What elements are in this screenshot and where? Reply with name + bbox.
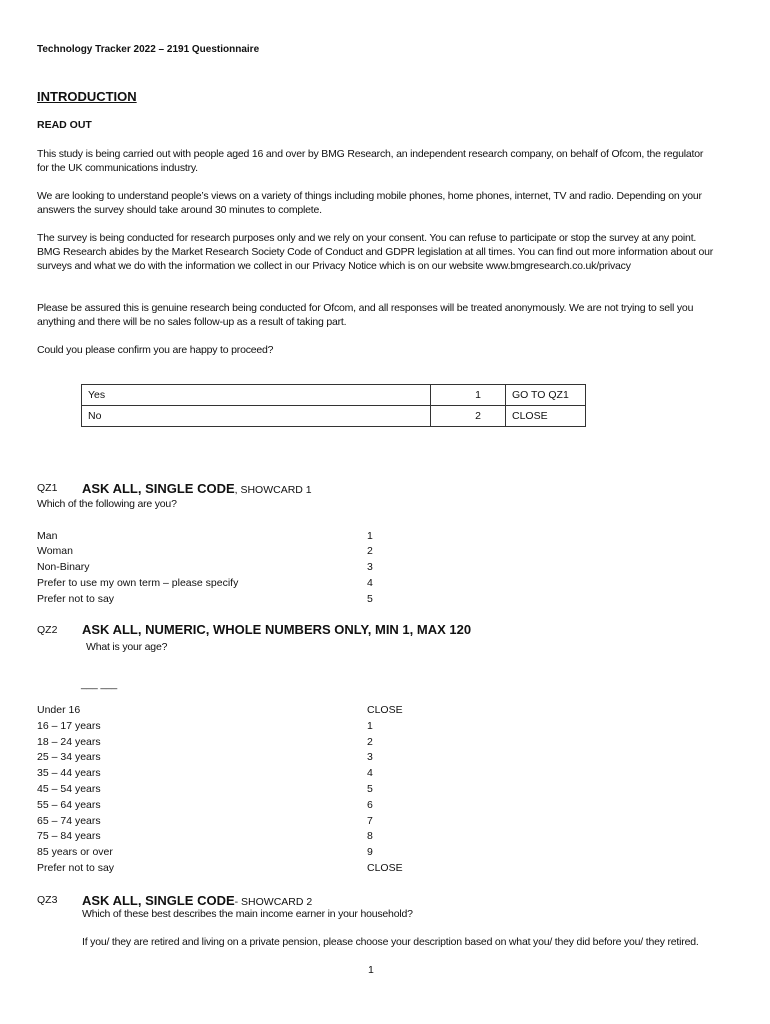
- option-code: 1: [367, 530, 373, 542]
- option-label: 55 – 64 years: [37, 799, 101, 811]
- qz3-question-text: Which of these best describes the main income earner in your household?: [82, 908, 413, 920]
- question-id-qz3: QZ3: [37, 894, 58, 906]
- introduction-heading: INTRODUCTION: [37, 89, 137, 104]
- option-label: 65 – 74 years: [37, 815, 101, 827]
- option-label: 18 – 24 years: [37, 736, 101, 748]
- consent-option-route: CLOSE: [506, 406, 586, 427]
- option-code: 7: [367, 815, 373, 827]
- option-code: 4: [367, 767, 373, 779]
- intro-paragraph-5: Could you please confirm you are happy to proceed?: [37, 344, 274, 356]
- qz3-instruction: ASK ALL, SINGLE CODE: [82, 893, 235, 908]
- option-code: 3: [367, 561, 373, 573]
- table-row: [82, 385, 586, 406]
- option-label: 85 years or over: [37, 846, 113, 858]
- option-label: Non-Binary: [37, 561, 90, 573]
- option-code: CLOSE: [367, 704, 403, 716]
- qz1-heading: [82, 480, 312, 498]
- question-id-qz2: QZ2: [37, 624, 58, 636]
- qz1-question-text: Which of the following are you?: [37, 498, 177, 510]
- consent-option-label: No: [82, 406, 431, 427]
- qz2-instruction: ASK ALL, NUMERIC, WHOLE NUMBERS ONLY, MIN 1, MAX 120: [82, 622, 472, 637]
- option-code: 8: [367, 830, 373, 842]
- option-code: 3: [367, 751, 373, 763]
- qz3-showcard: - SHOWCARD 2: [234, 896, 313, 908]
- option-code: 5: [367, 593, 373, 605]
- option-code: 4: [367, 577, 373, 589]
- option-code: 5: [367, 783, 373, 795]
- qz2-question-text: What is your age?: [86, 641, 168, 653]
- qz1-showcard: , SHOWCARD 1: [234, 484, 312, 496]
- consent-table: [81, 384, 586, 427]
- option-label: 45 – 54 years: [37, 783, 101, 795]
- consent-option-code: 1: [431, 385, 506, 406]
- page-number: 1: [368, 964, 374, 976]
- intro-paragraph-2: We are looking to understand people’s views on a variety of things including mobile phones, home phones, internet, TV and radio. Depending on your answers the survey should take around 30 minutes to complete.: [37, 190, 702, 216]
- age-entry-blank: ___ ___: [81, 679, 118, 690]
- option-label: 25 – 34 years: [37, 751, 101, 763]
- option-code: 2: [367, 736, 373, 748]
- option-label: Man: [37, 530, 58, 542]
- option-code: 1: [367, 720, 373, 732]
- option-label: 75 – 84 years: [37, 830, 101, 842]
- qz1-instruction: ASK ALL, SINGLE CODE: [82, 481, 235, 496]
- option-code: 6: [367, 799, 373, 811]
- option-label: Prefer not to say: [37, 862, 115, 874]
- option-code: 2: [367, 545, 373, 557]
- intro-paragraph-3: The survey is being conducted for research purposes only and we rely on your consent. You can refuse to participate or stop the survey at any point. BMG Research abides by the Market Research Society Code of Conduct and GDPR legislation at all times. You can find out more information about our surveys and what we do with the information we collect in our Privacy Notice which is on our website www.bmgresearch.co.uk/privacy: [37, 232, 714, 272]
- consent-option-route: GO TO QZ1: [506, 385, 586, 406]
- option-code: CLOSE: [367, 862, 403, 874]
- option-label: 35 – 44 years: [37, 767, 101, 779]
- option-label: Under 16: [37, 704, 81, 716]
- intro-paragraph-1: This study is being carried out with people aged 16 and over by BMG Research, an independent research company, on behalf of Ofcom, the regulator for the UK communications industry.: [37, 148, 704, 174]
- option-label: Woman: [37, 545, 73, 557]
- consent-option-label: Yes: [82, 385, 431, 406]
- table-row: [82, 406, 586, 427]
- qz3-note: If you/ they are retired and living on a private pension, please choose your description based on what you/ they did before you/ they retired.: [82, 936, 699, 948]
- consent-option-code: 2: [431, 406, 506, 427]
- option-code: 9: [367, 846, 373, 858]
- option-label: Prefer not to say: [37, 593, 115, 605]
- option-label: 16 – 17 years: [37, 720, 101, 732]
- question-id-qz1: QZ1: [37, 482, 58, 494]
- option-label: Prefer to use my own term – please specify: [37, 577, 239, 589]
- intro-paragraph-4: Please be assured this is genuine research being conducted for Ofcom, and all responses will be treated anonymously. We are not trying to sell you anything and there will be no sales follow-up as a result of taking part.: [37, 302, 694, 328]
- read-out-label: READ OUT: [37, 119, 92, 131]
- document-title: Technology Tracker 2022 – 2191 Questionnaire: [37, 44, 260, 55]
